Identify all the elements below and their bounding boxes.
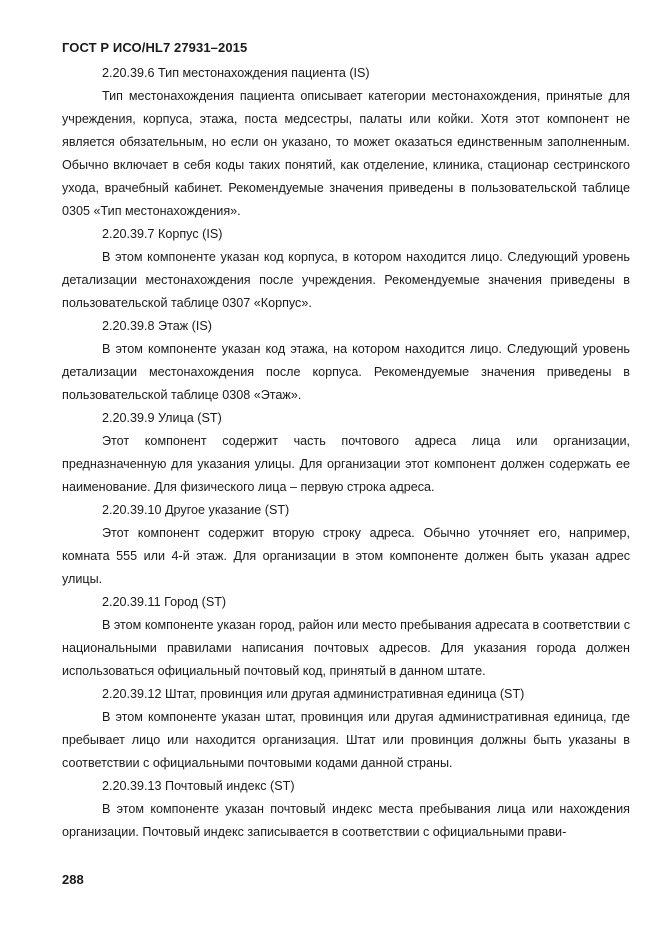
section-paragraph: В этом компоненте указан почтовый индекс места пребывания лица или нахождения организации. Почтовый индекс записывается в соответствии с официальными прави- — [62, 802, 630, 839]
section-heading: 2.20.39.9 Улица (ST) — [102, 411, 222, 425]
page-number: 288 — [62, 872, 84, 887]
section-heading: 2.20.39.10 Другое указание (ST) — [102, 503, 290, 517]
section-paragraph: В этом компоненте указан код корпуса, в котором находится лицо. Следующий уровень детализации местонахождения после учреждения. Рекомендуемые значения приведены в пользовательской таблице 0307 «Корпус». — [62, 250, 630, 310]
section-heading: 2.20.39.8 Этаж (IS) — [102, 319, 212, 333]
section-paragraph: В этом компоненте указан код этажа, на котором находится лицо. Следующий уровень детализации местонахождения после корпуса. Рекомендуемые значения приведены в пользовательской таблице 0308 «Этаж». — [62, 342, 630, 402]
section-paragraph: Этот компонент содержит часть почтового адреса лица или организации, предназначенную для указания улицы. Для организации этот компонент должен содержать ее наименование. Для физического лица – первую строка адреса. — [62, 434, 630, 494]
section-heading: 2.20.39.6 Тип местонахождения пациента (IS) — [102, 66, 370, 80]
document-header: ГОСТ Р ИСО/HL7 27931–2015 — [62, 40, 248, 55]
section-paragraph: В этом компоненте указан штат, провинция или другая административная единица, где пребывает лицо или находится организация. Штат или провинция должны быть указаны в соответствии с официальными почтовыми кодами данной страны. — [62, 710, 630, 770]
section-paragraph: Тип местонахождения пациента описывает категории местонахождения, принятые для учреждения, корпуса, этажа, поста медсестры, палаты или койки. Хотя этот компонент не является обязательным, но если он указано, то может оказаться единственным заполненным. Обычно включает в себя коды таких понятий, как отделение, клиника, стационар сестринского ухода, врачебный кабинет. Рекомендуемые значения приведены в пользовательской таблице 0305 «Тип местонахождения». — [62, 89, 630, 218]
document-body — [62, 62, 630, 844]
section-heading: 2.20.39.13 Почтовый индекс (ST) — [102, 779, 295, 793]
section-heading: 2.20.39.7 Корпус (IS) — [102, 227, 223, 241]
section-heading: 2.20.39.12 Штат, провинция или другая административная единица (ST) — [102, 687, 525, 701]
section-paragraph: В этом компоненте указан город, район или место пребывания адресата в соответствии с национальными правилами написания почтовых адресов. Для указания города должен использоваться официальный почтовый код, принятый в данном штате. — [62, 618, 630, 678]
section-paragraph: Этот компонент содержит вторую строку адреса. Обычно уточняет его, например, комната 555 или 4-й этаж. Для организации в этом компоненте должен быть указан адрес улицы. — [62, 526, 630, 586]
section-heading: 2.20.39.11 Город (ST) — [102, 595, 227, 609]
